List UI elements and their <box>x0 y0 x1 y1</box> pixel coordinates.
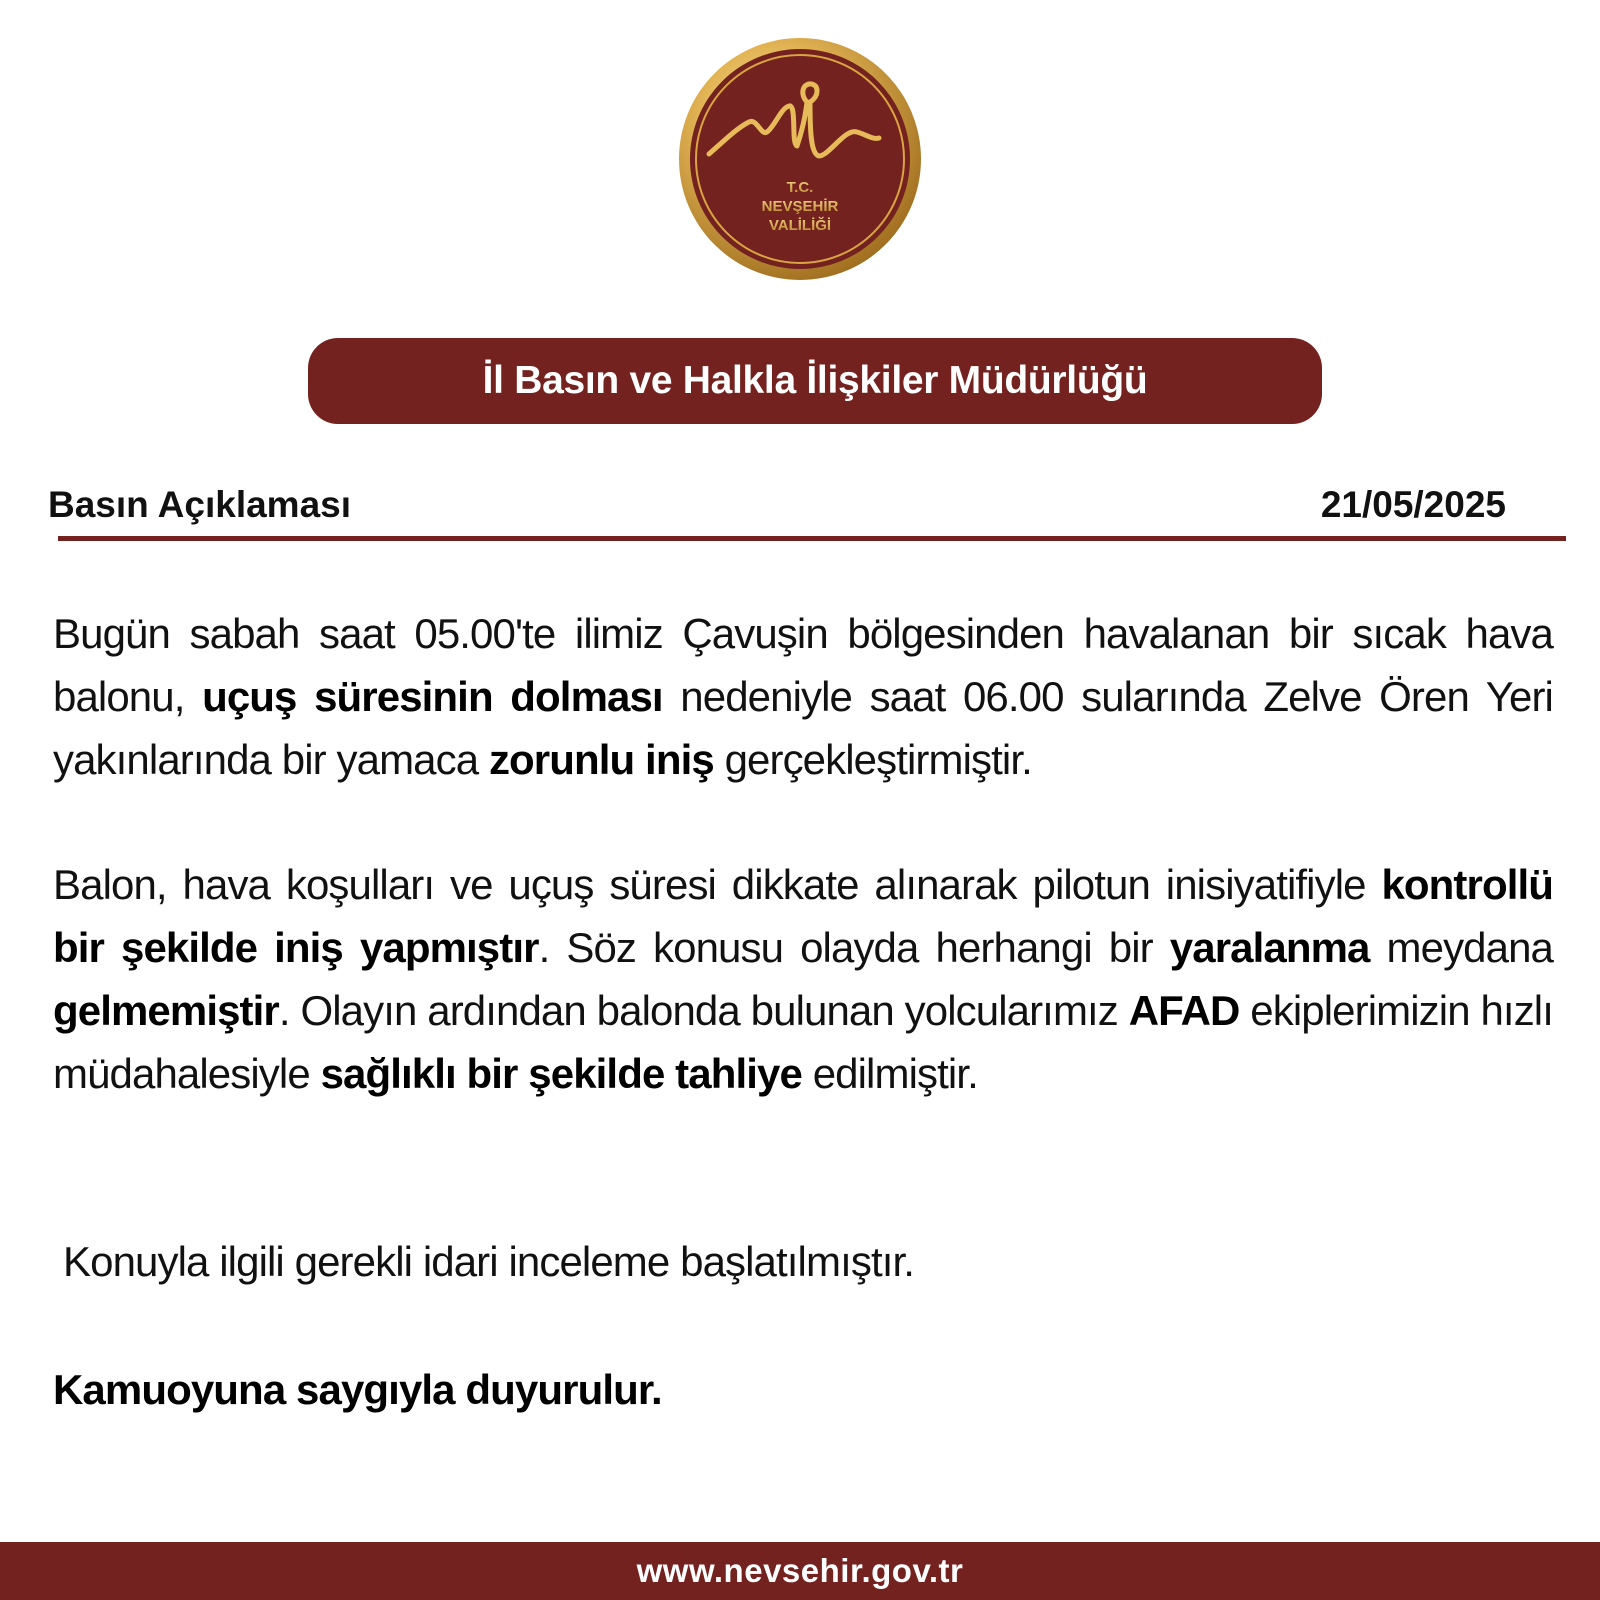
paragraph-3: Konuyla ilgili gerekli idari inceleme başlatılmıştır. <box>63 1238 915 1285</box>
paragraph-2-text-2: . Söz konusu olayda herhangi bir <box>538 924 1170 971</box>
paragraph-2-text-3: meydana <box>1369 924 1553 971</box>
paragraph-2-text-1: Balon, hava koşulları ve uçuş süresi dikkate alınarak pilotun inisiyatifiyle <box>53 861 1382 908</box>
paragraph-1-text-2: nedeniyle saat 06.00 sularında Zelve Ören Yeri yakınlarında bir yamaca <box>53 673 1553 783</box>
logo-line2: NEVŞEHİR <box>761 198 839 215</box>
paragraph-1-text-3: gerçekleştirmiştir. <box>713 736 1032 783</box>
paragraph-2-bold-3: gelmemiştir <box>53 987 279 1034</box>
logo-line3: VALİLİĞİ <box>768 217 832 234</box>
document-date: 21/05/2025 <box>1320 484 1506 525</box>
paragraph-2-bold-4: AFAD <box>1128 987 1240 1034</box>
paragraph-1 <box>53 602 1553 791</box>
paragraph-2-text-6: edilmiştir. <box>801 1050 978 1097</box>
closing-statement: Kamuoyuna saygıyla duyurulur. <box>53 1366 662 1413</box>
paragraph-1-text-1: Bugün sabah saat 05.00'te ilimiz Çavuşin bölgesinden havalanan bir sıcak hava balonu, <box>53 610 1553 720</box>
department-title: İl Basın ve Halkla İlişkiler Müdürlüğü <box>482 359 1148 402</box>
paragraph-2-bold-5: sağlıklı bir şekilde tahliye <box>320 1050 802 1097</box>
website-link[interactable]: www.nevsehir.gov.tr <box>636 1552 964 1589</box>
header-divider <box>58 536 1566 541</box>
department-banner <box>308 338 1322 424</box>
nevsehir-valiligi-seal-icon <box>677 36 923 282</box>
paragraph-2-bold-1: kontrollü bir şekilde iniş yapmıştır <box>53 861 1553 971</box>
document-type: Basın Açıklaması <box>48 484 352 525</box>
logo-line1: T.C. <box>786 179 814 196</box>
paragraph-2-text-4: . Olayın ardından balonda bulunan yolcularımız <box>278 987 1129 1034</box>
document-header <box>48 482 1542 538</box>
paragraph-1-bold-2: zorunlu iniş <box>488 736 714 783</box>
paragraph-1-bold-1: uçuş süresinin dolması <box>202 673 663 720</box>
paragraph-2-bold-2: yaralanma <box>1169 924 1370 971</box>
paragraph-2 <box>53 853 1553 1105</box>
paragraph-2-text-5: ekiplerimizin hızlı müdahalesiyle <box>53 987 1553 1097</box>
footer-bar <box>0 1542 1600 1600</box>
